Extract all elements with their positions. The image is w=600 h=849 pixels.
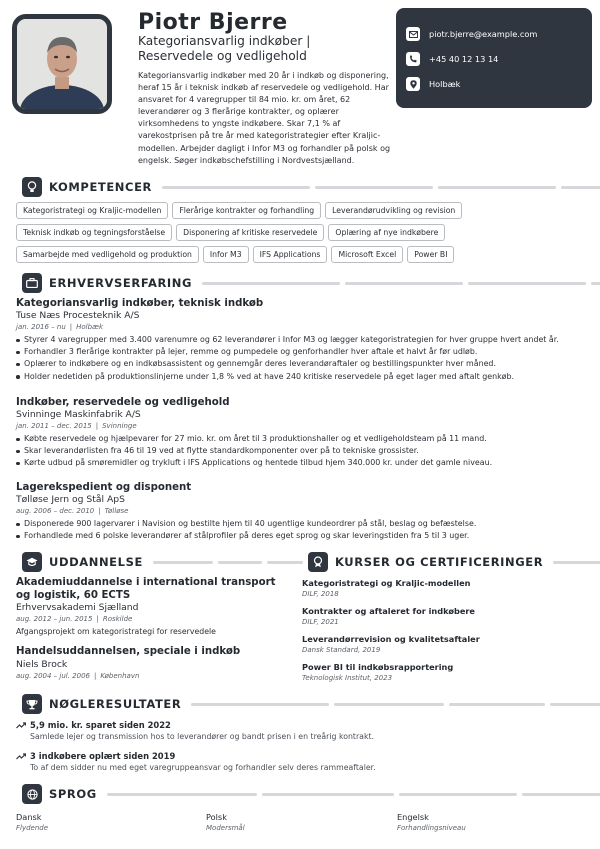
contact-location-text: Holbæk [429, 79, 461, 89]
job-location: Holbæk [76, 323, 104, 331]
skill-chip: Oplæring af nye indkøbere [328, 224, 445, 241]
achievement-title: 5,9 mio. kr. sparet siden 2022 [30, 720, 171, 730]
course-entry [302, 662, 582, 683]
achievement-entry [16, 719, 576, 742]
experience-section-header [22, 273, 600, 293]
language-name: Engelsk [397, 812, 429, 822]
education-location: Roskilde [102, 615, 133, 623]
experience-title: ERHVERVSERFARING [49, 276, 193, 290]
job-bullet: Forhandlede med 6 polske leverandører af stålprofiler på deres eget sprog og skar leveringstiden fra 5 til 3 uger. [16, 530, 586, 542]
course-meta: Teknologisk Institut, 2023 [302, 674, 393, 682]
job-bullets [16, 518, 586, 542]
job-bullet: Kørte udbud på smøremidler og trykluft i IFS Applications og hentede tilbud hjem 340.000 kr. under det gamle niveau. [16, 457, 586, 469]
achievement-title: 3 indkøbere oplært siden 2019 [30, 751, 176, 761]
course-title: Kontrakter og aftaleret for indkøbere [302, 606, 475, 616]
trend-up-icon [16, 722, 26, 729]
language-entry [206, 812, 245, 833]
skill-chip: Power BI [407, 246, 454, 263]
job-bullet: Disponerede 900 lagervarer i Navision og bestilte hjem til 40 ugentlige kundeordrer på stål, beslag og befæstelse. [16, 518, 586, 530]
education-section-header [22, 552, 303, 572]
skills-section-header [22, 177, 600, 197]
globe-icon [22, 784, 42, 804]
language-name: Dansk [16, 812, 42, 822]
job-entry [16, 481, 586, 542]
job-bullets [16, 334, 586, 383]
course-entry [302, 578, 582, 599]
job-bullet: Holder nedetiden på produktionslinjerne under 1,8 % ved at have 240 kritiske reservedele på eget lager med aftalt genkøb. [16, 371, 586, 383]
job-title: Indkøber, reservedele og vedligehold [16, 397, 230, 408]
profile-photo [12, 14, 112, 114]
course-title: Kategoristrategi og Kraljic-modellen [302, 578, 471, 588]
courses-section-header [308, 552, 600, 572]
languages-title: SPROG [49, 787, 97, 801]
job-meta: jan. 2011 – dec. 2015 | Svinninge [16, 422, 137, 430]
candidate-name: Piotr Bjerre [138, 10, 288, 35]
job-dates: jan. 2011 – dec. 2015 [16, 422, 92, 430]
skill-chip: Samarbejde med vedligehold og produktion [16, 246, 199, 263]
job-bullet: Købte reservedele og hjælpevarer for 27 mio. kr. om året til 3 produktionshaller og et vedligeholdsteam på 11 mand. [16, 433, 586, 445]
language-entry [397, 812, 466, 833]
achievements-section-header [22, 694, 600, 714]
education-title: UDDANNELSE [49, 555, 143, 569]
trophy-icon [22, 694, 42, 714]
education-entry [16, 577, 286, 637]
contact-email[interactable] [406, 22, 592, 46]
job-entry [16, 297, 586, 383]
education-description: Afgangsprojekt om kategoristrategi for reservedele [16, 627, 216, 636]
job-bullet: Skar leverandørlisten fra 46 til 19 ved at flytte standardkomponenter over på to tekniske grossister. [16, 445, 586, 457]
job-company: Tølløse Jern og Stål ApS [16, 494, 125, 505]
lightbulb-icon [22, 177, 42, 197]
job-company: Svinninge Maskinfabrik A/S [16, 409, 141, 420]
contact-location [406, 72, 592, 96]
education-location: København [100, 671, 140, 680]
envelope-icon [406, 27, 420, 41]
trend-up-icon [16, 753, 26, 760]
language-entry [16, 812, 48, 833]
job-title: Kategoriansvarlig indkøber, teknisk indkøb [16, 298, 264, 309]
job-bullet: Forhandler 3 flerårige kontrakter på lejer, remme og pumpedele og genforhandler hver aftale et halvt år før udløb. [16, 346, 586, 358]
job-entry [16, 396, 586, 470]
job-bullets [16, 433, 586, 470]
skill-chip: Leverandørudvikling og revision [325, 202, 462, 219]
job-bullet: Styrer 4 varegrupper med 3.400 varenumre og 62 leverandører i Infor M3 og lægger kategoristrategien for hver gruppe hvert andet år. [16, 334, 586, 346]
course-entry [302, 606, 582, 627]
certificate-icon [308, 552, 328, 572]
achievements-title: NØGLERESULTATER [49, 697, 182, 711]
course-meta: DILF, 2018 [302, 590, 339, 598]
section-divider [153, 561, 303, 564]
education-school: Niels Brock [16, 658, 68, 670]
contact-phone[interactable] [406, 47, 592, 71]
language-level: Modersmål [206, 824, 245, 832]
language-level: Forhandlingsniveau [397, 824, 466, 832]
section-divider [553, 561, 600, 564]
candidate-subtitle: Kategoriansvarlig indkøber | Reservedele og vedligehold [138, 34, 311, 63]
job-meta: aug. 2006 – dec. 2010 | Tølløse [16, 507, 129, 515]
achievement-description: Samlede lejer og transmission hos to leverandører og bandt prisen i en treårig kontrakt. [30, 732, 375, 741]
languages-section-header [22, 784, 600, 804]
language-level: Flydende [16, 824, 49, 832]
job-title: Lagerekspedient og disponent [16, 482, 192, 493]
education-dates: aug. 2004 – jul. 2006 [16, 671, 90, 680]
contact-panel [396, 8, 592, 108]
course-entry [302, 634, 582, 655]
section-divider [202, 282, 600, 285]
contact-phone-text: +45 40 12 13 14 [429, 54, 499, 64]
skill-chip: Teknisk indkøb og tegningsforståelse [16, 224, 172, 241]
course-meta: Dansk Standard, 2019 [302, 646, 381, 654]
skill-chip: Infor M3 [203, 246, 249, 263]
skills-list [16, 202, 576, 263]
achievement-entry [16, 750, 576, 773]
education-entry [16, 646, 286, 683]
course-meta: DILF, 2021 [302, 618, 339, 626]
achievement-description: To af dem sidder nu med eget varegruppeansvar og forhandler selv deres rammeaftaler. [30, 763, 376, 772]
graduation-cap-icon [22, 552, 42, 572]
job-dates: jan. 2016 – nu [16, 323, 66, 331]
job-location: Tølløse [104, 507, 129, 515]
skill-chip: Disponering af kritiske reservedele [176, 224, 324, 241]
education-dates: aug. 2012 – jun. 2015 [16, 615, 93, 623]
education-meta: aug. 2012 – jun. 2015 | Roskilde [16, 615, 133, 623]
skills-title: KOMPETENCER [49, 180, 152, 194]
profile-summary: Kategoriansvarlig indkøber med 20 år i indkøb og disponering, heraf 15 år i teknisk indkøb af reservedele og vedligehold. Har ansvaret for 4 varegrupper til 84 mio. kr. om året, 62 leverandører og 3 flerårige kontrakter, og oplærer virksomhedens to yngste indkøbere. Skar 7,1 % af varekostprisen på tre år med kategoristrategier efter Kraljic-modellen. Arbejder dagligt i Infor M3 og forhandler på polsk og engelsk. Søger indkøbschefstilling i Nordvestsjælland. [138, 71, 391, 165]
job-dates: aug. 2006 – dec. 2010 [16, 507, 95, 515]
section-divider [107, 793, 600, 796]
course-title: Power BI til indkøbsrapportering [302, 662, 454, 672]
job-bullet: Oplærer to indkøbere og en indkøbsassistent og gennemgår deres leverandøraftaler og bestillingspunkter hver måned. [16, 358, 586, 370]
courses-title: KURSER OG CERTIFICERINGER [335, 555, 544, 569]
skill-chip: IFS Applications [253, 246, 328, 263]
education-degree: Handelsuddannelsen, speciale i indkøb [16, 646, 241, 657]
education-meta: aug. 2004 – jul. 2006 | København [16, 671, 140, 680]
course-title: Leverandørrevision og kvalitetsaftaler [302, 634, 480, 644]
job-meta: jan. 2016 – nu | Holbæk [16, 323, 104, 331]
section-divider [162, 186, 600, 189]
education-degree: Akademiuddannelse i international transport og logistik, 60 ECTS [16, 577, 276, 601]
skill-chip: Microsoft Excel [331, 246, 403, 263]
phone-icon [406, 52, 420, 66]
job-location: Svinninge [102, 422, 137, 430]
job-company: Tuse Næs Procesteknik A/S [16, 310, 140, 321]
skill-chip: Kategoristrategi og Kraljic-modellen [16, 202, 168, 219]
map-pin-icon [406, 77, 420, 91]
education-school: Erhvervsakademi Sjælland [16, 602, 139, 613]
skill-chip: Flerårige kontrakter og forhandling [172, 202, 321, 219]
briefcase-icon [22, 273, 42, 293]
language-name: Polsk [206, 812, 227, 822]
section-divider [191, 703, 600, 706]
contact-email-text: piotr.bjerre@example.com [429, 29, 538, 39]
